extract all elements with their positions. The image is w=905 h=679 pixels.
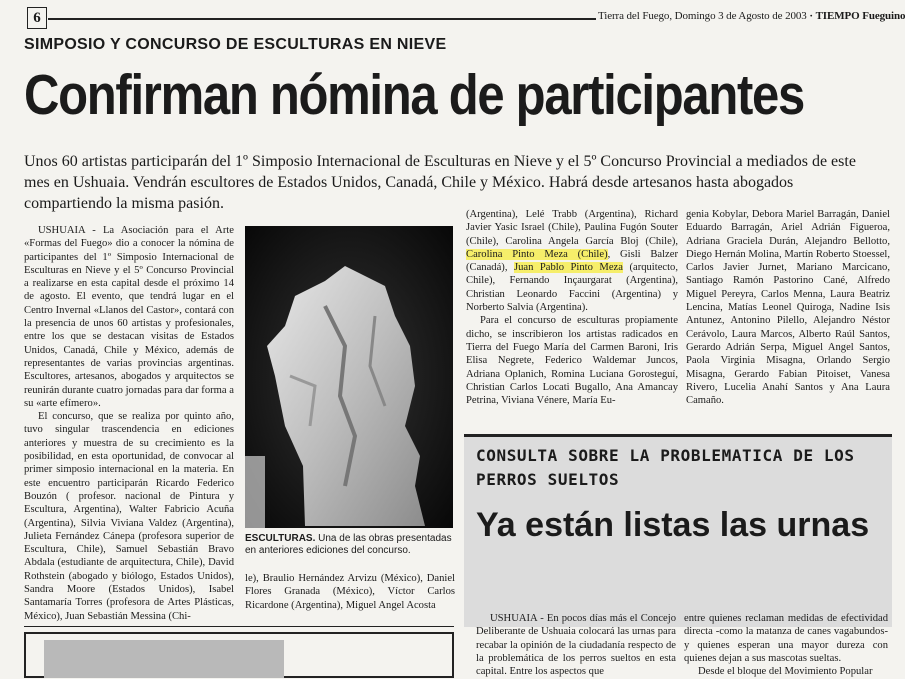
article-column-2 [245,572,455,624]
box-headline-text: Ya están listas las urnas [476,506,870,544]
paragraph: USHUAIA - En pocos días más el Concejo Deliberante de Ushuaia colocará las urnas para recabar la opinión de la ciudadanía respecto de la problemática de los perros sueltos en esta capital. Entre los aspectos que [476,613,676,678]
highlighted-name: Carolina Pinto Meza (Chile) [466,248,608,260]
box-column-2 [684,612,888,676]
caption-label: ESCULTURAS. [245,533,316,544]
paragraph: Desde el bloque del Movimiento Popular [698,666,873,678]
highlighted-name: Juan Pablo Pinto Meza [513,262,623,274]
article-kicker: SIMPOSIO Y CONCURSO DE ESCULTURAS EN NIEVE [24,36,447,53]
paragraph: Para el concurso de esculturas propiamente dicho, se inscribieron los artistas radicados en Tierra del Fuego María del Carmen Baroni, Iris Elisa Negrete, Federico Waldemar Juncos, Adriana Oplanich, Romina Luciana Gorosteguí, Christian Carlos Locati Bugallo, Ana Amancay Petrina, Viviana Vénere, María Eu- [466,315,678,407]
text-run: , Gisli Balzer (Canadá), [466,248,678,274]
box-column-1 [476,612,676,676]
article-column-1 [24,224,234,622]
header-rule [48,18,596,20]
masthead-date: Tierra del Fuego, Domingo 3 de Agosto de 2003 [598,10,807,22]
box-headline [476,505,869,545]
paragraph [466,208,678,314]
photo-caption [245,533,457,557]
article-headline: Confirman nómina de participantes [24,63,805,127]
advertisement-image [44,640,284,678]
article-column-3 [466,208,678,414]
masthead: Tierra del Fuego, Domingo 3 de Agosto de 2003 · TIEMPO Fueguino [598,10,905,22]
snow-sculpture-image [245,226,453,528]
paragraph: le), Braulio Hernández Arvizu (México), Daniel Flores Granada (México), Víctor Carlos Ricardone (Argentina), Miguel Angel Acosta [245,573,455,611]
text-run: (arquitecto, Chile), Fernando Inçaurgarat (Argentina), Christian Leonardo Faccini (Argentina) y Norberto Salvia (Argentina). [466,262,678,314]
article-column-4 [686,208,890,407]
paragraph: El concurso, que se realiza por quinto año, tuvo singular trascendencia en ediciones anteriores y muestra de su crecimiento es la posibilidad, en esta oportunidad, de convocar al primer simposio internacional en la materia. En este encuentro participarán Ricardo Federico Bouzón ( profesor. nacional de Pintura y Escultura, Argentina), Walter Fabricio Acuña (Argentina), Silvia Viviana Valdez (Argentina), Julieta Fernández Cánepa (profesora superior de Escultura, Chile), Samuel Sebastián Bravo Abdala (estudiante de arquitectura, Chile), David Rothstein (abogado y biólogo, Estados Unidos), Sandra Moore (Estados Unidos), Isabel Santamaría Torres (profesora de Artes Plásticas, México), Juan Sebastián Messina (Chi- [24,411,234,622]
paragraph: USHUAIA - La Asociación para el Arte «Formas del Fuego» dio a conocer la nómina de participantes del 1º Simposio Internacional de Esculturas en Nieve y el 5º Concurso Provincial a realizarse en esta capital desde el próximo 14 de agosto. El evento, que tendrá lugar en el Centro Invernal «Llanos del Castor», contará con la presencia de unos 60 artistas y profesionales, entre los que se destacan visitas de Estados Unidos, Canadá, Chile y México, además de representantes de varias provincias argentinas. Escultores, artesanos, abogados y arquitectos se reunirán durante cuatro jornadas para dar forma a su «arte efímero». [24,225,234,409]
section-rule [24,626,454,627]
article-lead: Unos 60 artistas participarán del 1º Simposio Internacional de Esculturas en Nieve y el 5º Concurso Provincial a mediados de este mes en Ushuaia. Vendrán escultores de Estados Unidos, Canadá, Chile y México. Habrá desde artesanos hasta abogados compartiendo la misma pasión. [24,153,856,212]
paragraph: genia Kobylar, Debora Mariel Barragán, Daniel Eduardo Barragán, Ariel Adrián Figueroa, Adriana Graciela Durán, Alejandro Bellotto, Diego Hernán Molina, Martín Roberto Stoessel, Carlos Javier Jurnet, Mariano Marcicano, Santiago Ramón Pastorino Cané, Alfredo Miguel Pereyra, Carlos Menna, Laura Beatriz Lencina, Matías Leonel Quiroga, Nadine Isis Antunez, Antonino Pilello, Alejandro Néstor Cerávolo, Laura Marcos, Alberto Raúl Santos, Gerardo Adrián Serpa, Miguel Angel Santos, Paola Virginia Misagna, Orlando Sergio Misagna, Gerardo Fabian Pitoiset, Vanesa Rivero, Lucelia Anahí Santos y Ana Laura Camaño. [686,209,890,407]
text-run: (Argentina), Lelé Trabb (Argentina), Richard Javier Yasic Israel (Chile), Paulina Fugón Souter (Chile), Carolina Angela García Bloj (Chile), [466,209,678,247]
masthead-section: TIEMPO Fueguino [815,10,905,22]
page-number: 6 [27,7,47,29]
box-kicker: CONSULTA SOBRE LA PROBLEMATICA DE LOS PERROS SUELTOS [476,446,855,489]
caption-text: Una de las obras presentadas en anteriores ediciones del concurso. [245,533,452,556]
sculpture-photo [245,226,453,528]
paragraph: entre quienes reclaman medidas de efectividad directa -como la matanza de canes vagabundos- y quienes esperan una mayor dureza con quienes dejan a sus mascotas sueltas. [684,613,888,664]
